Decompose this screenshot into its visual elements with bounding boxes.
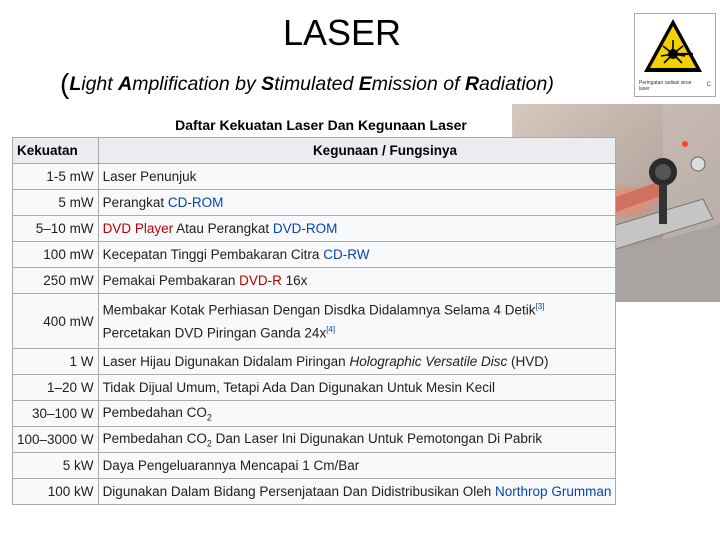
use-text: Daya Pengeluarannya Mencapai 1 Cm/Bar [102,458,360,473]
power-cell: 100–3000 W [13,427,99,453]
table-row [13,401,616,427]
open-paren: ( [60,68,70,99]
acronym-letter: R [464,73,480,95]
subtitle-text: timulated [274,73,359,95]
acronym-letter: S [261,73,275,95]
header-use: Kegunaan / Fungsinya [98,138,616,164]
laser-hazard-triangle-icon [641,16,705,78]
power-cell: 100 mW [13,242,99,268]
subtitle-text: mission of [371,73,465,95]
subscript: 2 [206,438,212,449]
warning-caption: Peringatan radiasi sinar laser [639,80,692,92]
table-row [13,242,616,268]
use-text: Laser Hijau Digunakan Didalam Piringan [102,354,350,369]
table-caption: Daftar Kekuatan Laser Dan Kegunaan Laser [175,117,467,133]
wiki-link-cd-rw[interactable]: CD-RW [323,247,370,262]
acronym-letter: L [69,73,82,95]
use-cell [98,294,616,349]
use-text: Kecepatan Tinggi Pembakaran Citra [102,247,324,262]
reference-link[interactable]: [4] [326,325,336,334]
wiki-link-dvd-rom[interactable]: DVD-ROM [272,221,338,236]
use-cell [98,190,616,216]
table-row [13,294,616,349]
table-row [13,453,616,479]
table-row [13,349,616,375]
use-text: Laser Penunjuk [102,169,197,184]
table-row [13,268,616,294]
power-cell: 100 kW [13,479,99,505]
warning-badge: C [706,82,711,88]
use-cell [98,268,616,294]
slide-title: LASER [282,12,402,53]
power-cell: 1 W [13,349,99,375]
use-cell [98,427,616,453]
power-cell: 400 mW [13,294,99,349]
table-row [13,164,616,190]
power-cell: 1–20 W [13,375,99,401]
table-row [13,190,616,216]
use-cell [98,479,616,505]
table-row [13,479,616,505]
use-cell [98,216,616,242]
use-text-line2 [103,325,612,341]
use-text: Pembedahan CO [102,404,207,420]
use-cell [98,164,616,190]
use-text: Digunakan Dalam Bidang Persenjataan Dan Didistribusikan Oleh [102,484,496,499]
acronym-letter: E [358,73,372,95]
table-row [13,427,616,453]
wiki-link-dvd-r[interactable]: DVD-R [239,273,282,288]
use-text: Pemakai Pembakaran [102,273,240,288]
wiki-link-northrop-grumman[interactable]: Northrop Grumman [495,484,612,499]
use-cell [98,349,616,375]
wiki-link-cd-rom[interactable]: CD-ROM [167,195,224,210]
power-cell: 30–100 W [13,401,99,427]
subtitle-text: adiation [479,73,548,95]
use-cell [98,401,616,427]
use-text: (HVD) [507,354,549,369]
laser-warning-sign [634,13,716,97]
subtitle-text: ight [81,73,119,95]
wiki-link-dvd-player[interactable]: DVD Player [102,221,174,236]
power-cell: 250 mW [13,268,99,294]
acronym-letter: A [118,73,133,95]
reference-link[interactable]: [3] [535,301,545,311]
laser-power-table [12,137,616,505]
close-paren: ) [547,73,554,95]
subscript: 2 [206,412,212,423]
use-text: Membakar Kotak Perhiasan Dengan Disdka Didalamnya Selama 4 Detik [102,302,536,317]
table-row [13,216,616,242]
slide-subtitle [60,68,635,100]
use-text: Dan Laser Ini Digunakan Untuk Pemotongan Di Pabrik [211,430,543,446]
power-cell: 5–10 mW [13,216,99,242]
use-text: Percetakan DVD Piringan Ganda 24x [102,325,327,341]
use-text: Perangkat [102,195,168,210]
table-row [13,375,616,401]
use-text-italic: Holographic Versatile Disc [349,354,508,369]
use-cell [98,375,616,401]
use-cell [98,242,616,268]
table-header-row [13,138,616,164]
subtitle-text: mplification by [132,73,262,95]
use-cell [98,453,616,479]
use-text: Pembedahan CO [102,430,207,446]
use-text: Tidak Dijual Umum, Tetapi Ada Dan Digunakan Untuk Mesin Kecil [102,380,495,395]
power-cell: 5 kW [13,453,99,479]
use-text: Atau Perangkat [173,221,273,236]
laser-power-table-container [12,117,612,505]
use-text: 16x [281,273,308,288]
power-cell: 1-5 mW [13,164,99,190]
power-cell: 5 mW [13,190,99,216]
header-power: Kekuatan [13,138,99,164]
